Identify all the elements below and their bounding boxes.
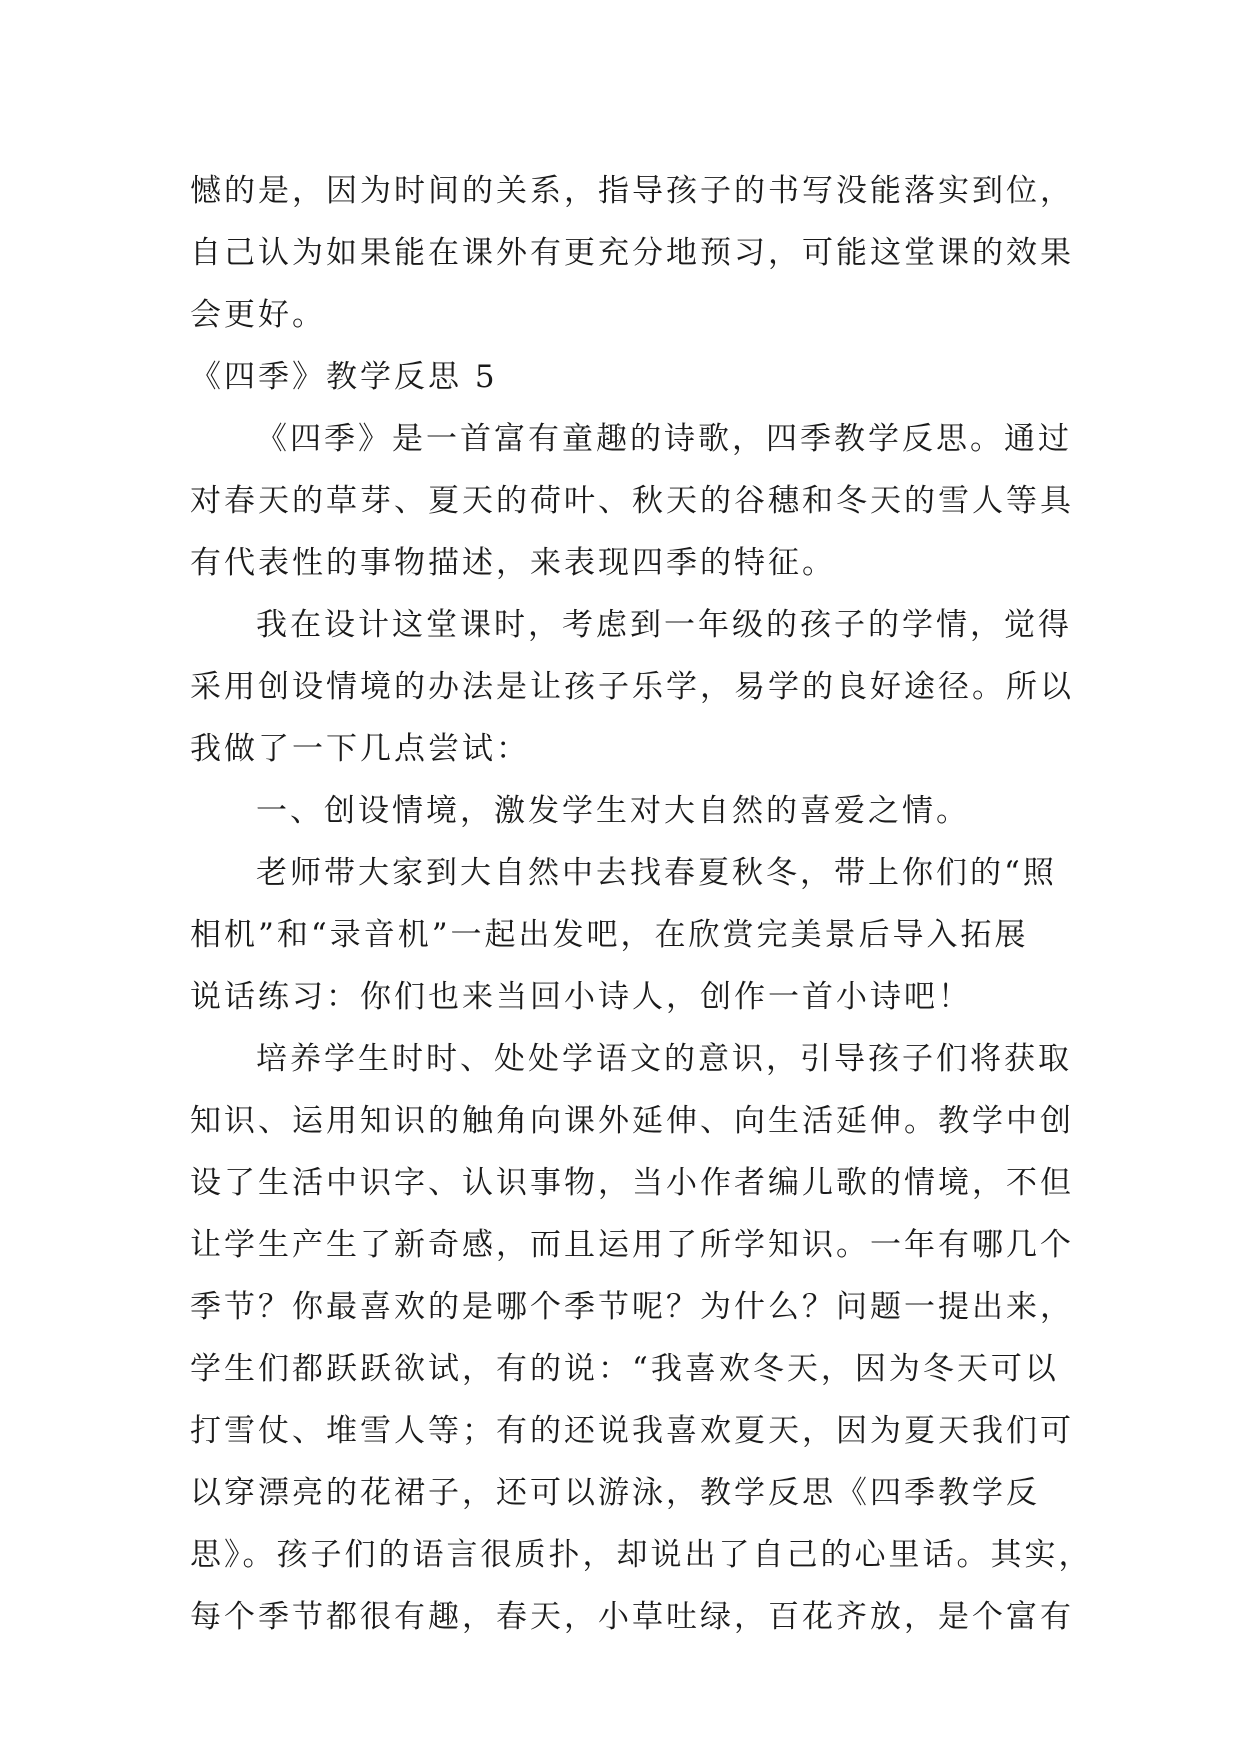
text-line: 每个季节都很有趣，春天，小草吐绿，百花齐放，是个富有: [190, 1599, 1074, 1635]
text-line: 设了生活中识字、认识事物，当小作者编儿歌的情境，不但: [190, 1165, 1074, 1201]
section-heading: 《四季》教学反思 5: [190, 359, 498, 395]
text-line: 憾的是，因为时间的关系，指导孩子的书写没能落实到位，: [190, 173, 1074, 209]
text-line: 我做了一下几点尝试：: [190, 731, 530, 767]
text-line: 会更好。: [190, 297, 326, 333]
text-line: 说话练习：你们也来当回小诗人，创作一首小诗吧！: [190, 979, 972, 1015]
text-line: 让学生产生了新奇感，而且运用了所学知识。一年有哪几个: [190, 1227, 1074, 1263]
text-line: 季节？你最喜欢的是哪个季节呢？为什么？问题一提出来，: [190, 1289, 1074, 1325]
document-body: [190, 160, 1093, 1648]
text-line: 自己认为如果能在课外有更充分地预习，可能这堂课的效果: [190, 235, 1074, 271]
text-line: 有代表性的事物描述，来表现四季的特征。: [190, 545, 836, 581]
text-line: 以穿漂亮的花裙子，还可以游泳，教学反思《四季教学反: [190, 1475, 1040, 1511]
paragraph-first-line: 培养学生时时、处处学语文的意识，引导孩子们将获取: [256, 1041, 1072, 1077]
paragraph-first-line: 一、创设情境，激发学生对大自然的喜爱之情。: [256, 793, 970, 829]
text-line: 学生们都跃跃欲试，有的说：“我喜欢冬天，因为冬天可以: [190, 1351, 1059, 1387]
text-line: 知识、运用知识的触角向课外延伸、向生活延伸。教学中创: [190, 1103, 1074, 1139]
text-line: 采用创设情境的办法是让孩子乐学，易学的良好途径。所以: [190, 669, 1074, 705]
paragraph-first-line: 老师带大家到大自然中去找春夏秋冬，带上你们的“照: [256, 855, 1057, 891]
paragraph-first-line: 《四季》是一首富有童趣的诗歌，四季教学反思。通过: [256, 421, 1072, 457]
paragraph-first-line: 我在设计这堂课时，考虑到一年级的孩子的学情，觉得: [256, 607, 1072, 643]
text-line: 打雪仗、堆雪人等；有的还说我喜欢夏天，因为夏天我们可: [190, 1413, 1074, 1449]
text-line: 相机”和“录音机”一起出发吧，在欣赏完美景后导入拓展: [190, 917, 1029, 953]
text-line: 对春天的草芽、夏天的荷叶、秋天的谷穗和冬天的雪人等具: [190, 483, 1074, 519]
text-line: 思》。孩子们的语言很质扑，却说出了自己的心里话。其实，: [190, 1537, 1093, 1573]
